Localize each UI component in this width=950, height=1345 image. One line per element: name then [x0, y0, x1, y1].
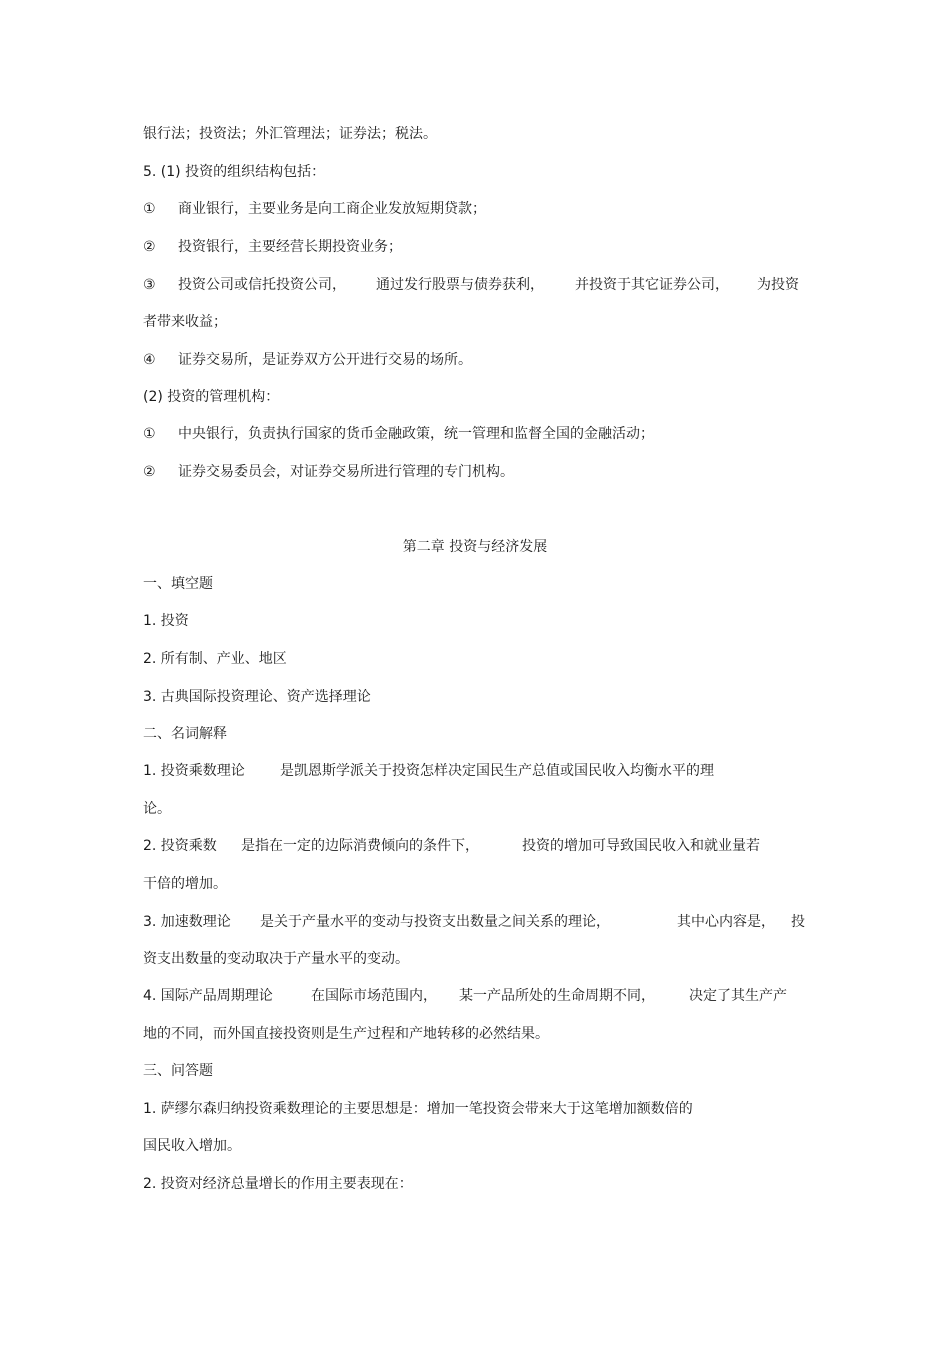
list-text: 为投资 — [757, 277, 799, 293]
section-heading-text: 二、名词解释 — [143, 726, 227, 742]
list-text: 通过发行股票与债券获利， — [376, 277, 544, 293]
list-marker: ② — [143, 464, 156, 480]
section-heading-text: 一、填空题 — [143, 576, 213, 592]
section-intro: 5. (1) 投资的组织结构包括： — [143, 164, 326, 180]
line-text: 银行法；投资法；外汇管理法；证券法；税法。 — [143, 126, 437, 142]
answer-text: 1. 萨缪尔森归纳投资乘数理论的主要思想是：增加一笔投资会带来大于这笔增加额数倍的 — [143, 1101, 693, 1117]
term-text: 地的不同，而外国直接投资则是生产过程和产地转移的必然结果。 — [143, 1026, 549, 1042]
term-text: 投 — [791, 914, 805, 930]
list-marker: ① — [143, 426, 156, 442]
term-text: 决定了其生产产 — [689, 988, 787, 1004]
term-label: 4. 国际产品周期理论 — [143, 988, 273, 1004]
line-text: 者带来收益； — [143, 314, 227, 330]
term-text: 在国际市场范围内， — [311, 988, 437, 1004]
term-text: 论。 — [143, 801, 171, 817]
term-label: 3. 加速数理论 — [143, 914, 231, 930]
answer-text: 3. 古典国际投资理论、资产选择理论 — [143, 689, 371, 705]
chapter-title: 第二章 投资与经济发展 — [402, 539, 548, 555]
list-marker: ④ — [143, 352, 156, 368]
list-text: 中央银行，负责执行国家的货币金融政策，统一管理和监督全国的金融活动； — [178, 426, 654, 442]
term-text: 投资的增加可导致国民收入和就业量若 — [522, 838, 760, 854]
term-text: 干倍的增加。 — [143, 876, 227, 892]
section-heading-text: 三、问答题 — [143, 1063, 213, 1079]
term-text: 是关于产量水平的变动与投资支出数量之间关系的理论， — [260, 914, 610, 930]
answer-text: 2. 所有制、产业、地区 — [143, 651, 287, 667]
term-text: 某一产品所处的生命周期不同， — [459, 988, 655, 1004]
answer-text: 2. 投资对经济总量增长的作用主要表现在： — [143, 1176, 413, 1192]
list-text: 商业银行，主要业务是向工商企业发放短期贷款； — [178, 201, 486, 217]
answer-text: 国民收入增加。 — [143, 1138, 241, 1154]
term-text: 是指在一定的边际消费倾向的条件下， — [241, 838, 479, 854]
term-text: 其中心内容是， — [677, 914, 775, 930]
list-marker: ③ — [143, 277, 156, 293]
term-label: 1. 投资乘数理论 — [143, 763, 245, 779]
term-text: 是凯恩斯学派关于投资怎样决定国民生产总值或国民收入均衡水平的理 — [280, 763, 714, 779]
list-text: 并投资于其它证券公司， — [575, 277, 729, 293]
list-text: 证券交易所，是证券双方公开进行交易的场所。 — [178, 352, 472, 368]
list-marker: ① — [143, 201, 156, 217]
list-text: 投资公司或信托投资公司， — [178, 277, 346, 293]
list-text: 投资银行，主要经营长期投资业务； — [178, 239, 402, 255]
list-marker: ② — [143, 239, 156, 255]
answer-text: 1. 投资 — [143, 613, 189, 629]
list-text: 证券交易委员会，对证券交易所进行管理的专门机构。 — [178, 464, 514, 480]
term-text: 资支出数量的变动取决于产量水平的变动。 — [143, 951, 409, 967]
section-intro: (2) 投资的管理机构： — [143, 389, 280, 405]
term-label: 2. 投资乘数 — [143, 838, 217, 854]
